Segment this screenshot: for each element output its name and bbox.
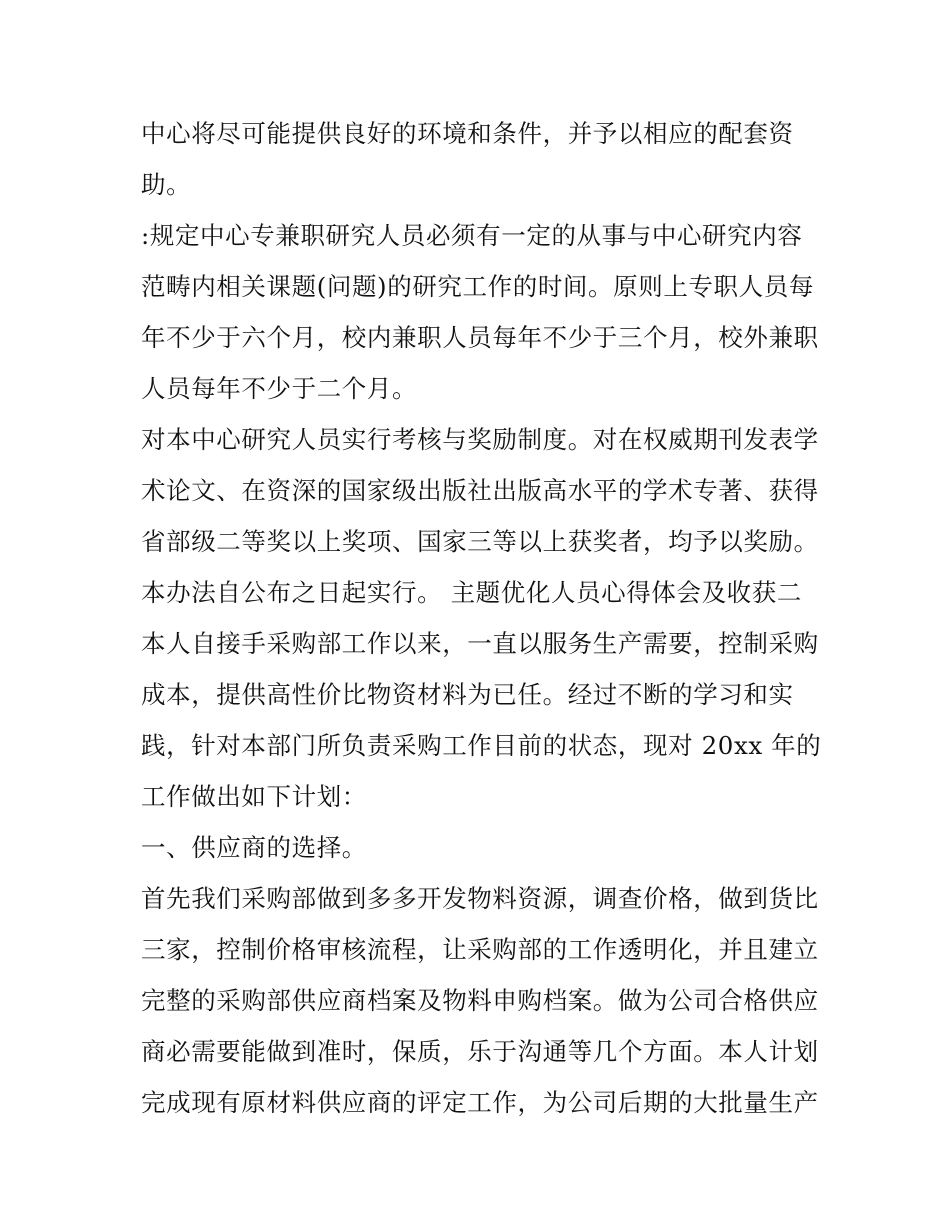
text-line: 成本，提供高性价比物资材料为已任。经过不断的学习和实	[141, 680, 794, 709]
section-heading: 一、供应商的选择。	[141, 833, 367, 862]
text-line: 范畴内相关课题(问题)的研究工作的时间。原则上专职人员每	[141, 272, 814, 301]
text-line: 首先我们采购部做到多多开发物料资源，调查价格，做到货比	[141, 884, 819, 913]
text-line: 商必需要能做到准时，保质，乐于沟通等几个方面。本人计划	[141, 1037, 819, 1066]
text-line: 助。	[141, 170, 192, 199]
text-line: 术论文、在资深的国家级出版社出版高水平的学术专著、获得	[141, 476, 819, 505]
text-line: :规定中心专兼职研究人员必须有一定的从事与中心研究内容	[141, 221, 803, 250]
text-line: 践，针对本部门所负责采购工作目前的状态，现对 20xx 年的	[141, 731, 822, 760]
text-line: 完整的采购部供应商档案及物料申购档案。做为公司合格供应	[141, 986, 819, 1015]
text-line: 对本中心研究人员实行考核与奖励制度。对在权威期刊发表学	[141, 425, 819, 454]
text-line: 本人自接手采购部工作以来，一直以服务生产需要，控制采购	[141, 629, 819, 658]
text-line: 三家，控制价格审核流程，让采购部的工作透明化，并且建立	[141, 935, 819, 964]
text-line: 年不少于六个月，校内兼职人员每年不少于三个月，校外兼职	[141, 323, 819, 352]
text-line: 完成现有原材料供应商的评定工作，为公司后期的大批量生产	[141, 1088, 819, 1117]
text-line: 中心将尽可能提供良好的环境和条件，并予以相应的配套资	[141, 119, 794, 148]
text-line: 本办法自公布之日起实行。 主题优化人员心得体会及收获二	[141, 578, 802, 607]
text-line: 工作做出如下计划：	[141, 782, 367, 811]
document-body	[141, 108, 821, 1128]
text-line: 人员每年不少于二个月。	[141, 374, 418, 403]
text-line: 省部级二等奖以上奖项、国家三等以上获奖者，均予以奖励。	[141, 527, 819, 556]
